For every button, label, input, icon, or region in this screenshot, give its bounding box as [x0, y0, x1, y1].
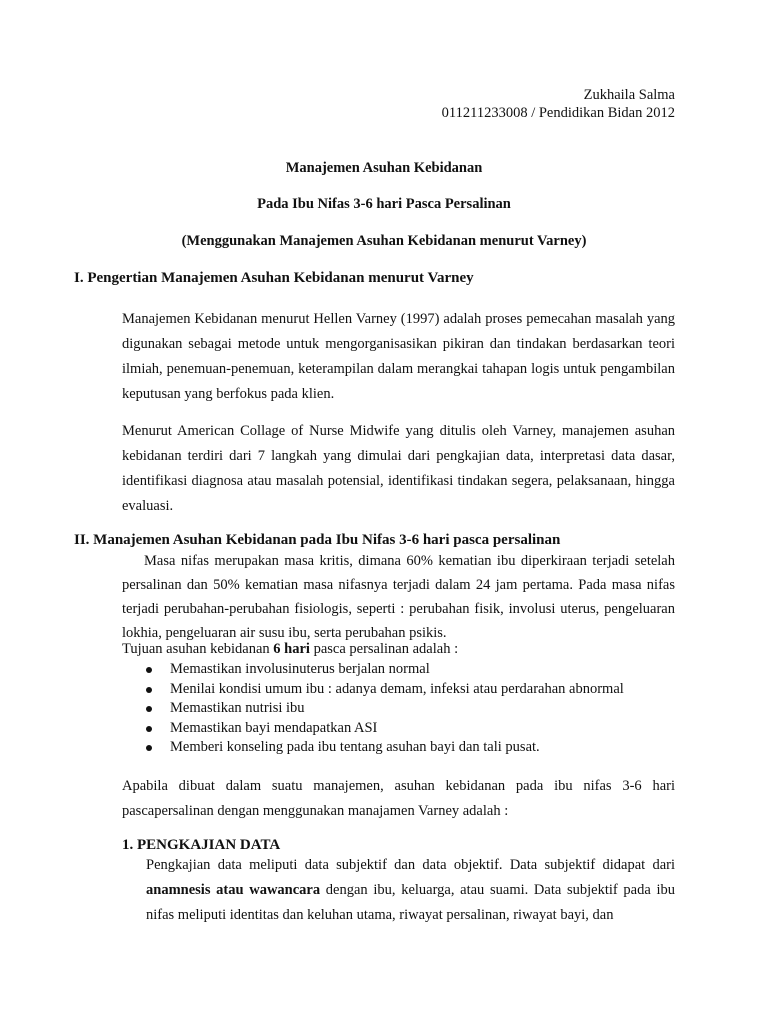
section-2-paragraph-2-text: Apabila dibuat dalam suatu manajemen, asuhan kebidanan pada ibu nifas 3-6 hari pascapersalinan dengan menggunakan manajamen Varney adalah :	[122, 778, 675, 819]
subsection-1-text-after: dengan ibu, keluarga, atau suami. Data subjektif pada ibu nifas meliputi identitas dan keluhan utama, riwayat persalinan, riwayat bayi, dan	[146, 882, 675, 923]
list-item	[146, 719, 676, 739]
title-main: Manajemen Asuhan Kebidanan	[285, 160, 483, 176]
section-1-paragraph-1-text: Manajemen Kebidanan menurut Hellen Varney (1997) adalah proses pemecahan masalah yang digunakan sebagai metode untuk mengorganisasikan pikiran dan tindakan berdasarkan teori ilmiah, penemuan-penemuan, keterampilan dalam merangkai tahapan logis untuk pengambilan keputusan yang berfokus pada klien.	[122, 311, 675, 402]
goal-text-bold: 6 hari	[273, 641, 310, 657]
bullet-icon	[146, 726, 152, 732]
section-2-heading: II. Manajemen Asuhan Kebidanan pada Ibu Nifas 3-6 hari pasca persalinan	[74, 532, 561, 548]
list-item-text: Menilai kondisi umum ibu : adanya demam, infeksi atau perdarahan abnormal	[170, 680, 624, 697]
list-item	[146, 699, 676, 719]
section-1-paragraph-1	[122, 307, 675, 407]
title-note: (Menggunakan Manajemen Asuhan Kebidanan menurut Varney)	[181, 233, 587, 249]
goal-text-after: pasca persalinan adalah :	[309, 641, 459, 657]
section-1-heading: I. Pengertian Manajemen Asuhan Kebidanan menurut Varney	[74, 270, 474, 286]
section-2-paragraph-1	[122, 549, 675, 645]
bullet-icon	[146, 667, 152, 673]
bullet-icon	[146, 687, 152, 693]
section-2-goal-line	[122, 641, 458, 658]
goal-text-before: Tujuan asuhan kebidanan	[122, 641, 274, 657]
subsection-1-text-bold: anamnesis atau wawancara	[146, 882, 321, 898]
author-id-line: 011211233008 / Pendidikan Bidan 2012	[441, 105, 675, 121]
bullet-icon	[146, 745, 152, 751]
subsection-1-heading: 1. PENGKAJIAN DATA	[122, 837, 281, 853]
section-1-paragraph-2-text: Menurut American Collage of Nurse Midwife yang ditulis oleh Varney, manajemen asuhan kebidanan terdiri dari 7 langkah yang dimulai dari pengkajian data, interpretasi data dasar, identifikasi diagnosa atau masalah potensial, identifikasi tindakan segera, pelaksanaan, hingga evaluasi.	[122, 423, 675, 514]
subsection-1-paragraph	[146, 853, 675, 928]
list-item-text: Memastikan bayi mendapatkan ASI	[170, 719, 378, 736]
section-2-paragraph-2	[122, 774, 675, 824]
section-1-paragraph-2	[122, 419, 675, 519]
goal-bullet-list	[146, 660, 676, 758]
title-sub: Pada Ibu Nifas 3-6 hari Pasca Persalinan	[257, 196, 511, 212]
section-2-paragraph-1-text: Masa nifas merupakan masa kritis, dimana 60% kematian ibu diperkiraan terjadi setelah persalinan dan 50% kematian masa nifasnya terjadi dalam 24 jam pertama. Pada masa nifas terjadi perubahan-perubahan fisiologis, seperti : perubahan fisik, involusi uterus, pengeluaran lokhia, pengeluaran air susu ibu, serta perubahan psikis.	[122, 553, 675, 641]
author-name: Zukhaila Salma	[583, 87, 675, 103]
list-item-text: Memastikan involusinuterus berjalan normal	[170, 661, 430, 677]
list-item-text: Memastikan nutrisi ibu	[170, 700, 305, 716]
list-item	[146, 738, 676, 758]
list-item-text: Memberi konseling pada ibu tentang asuhan bayi dan tali pusat.	[170, 739, 540, 755]
bullet-icon	[146, 706, 152, 712]
list-item	[146, 660, 676, 680]
list-item	[146, 680, 676, 700]
subsection-1-text-before: Pengkajian data meliputi data subjektif dan data objektif. Data subjektif didapat dari	[146, 857, 675, 873]
